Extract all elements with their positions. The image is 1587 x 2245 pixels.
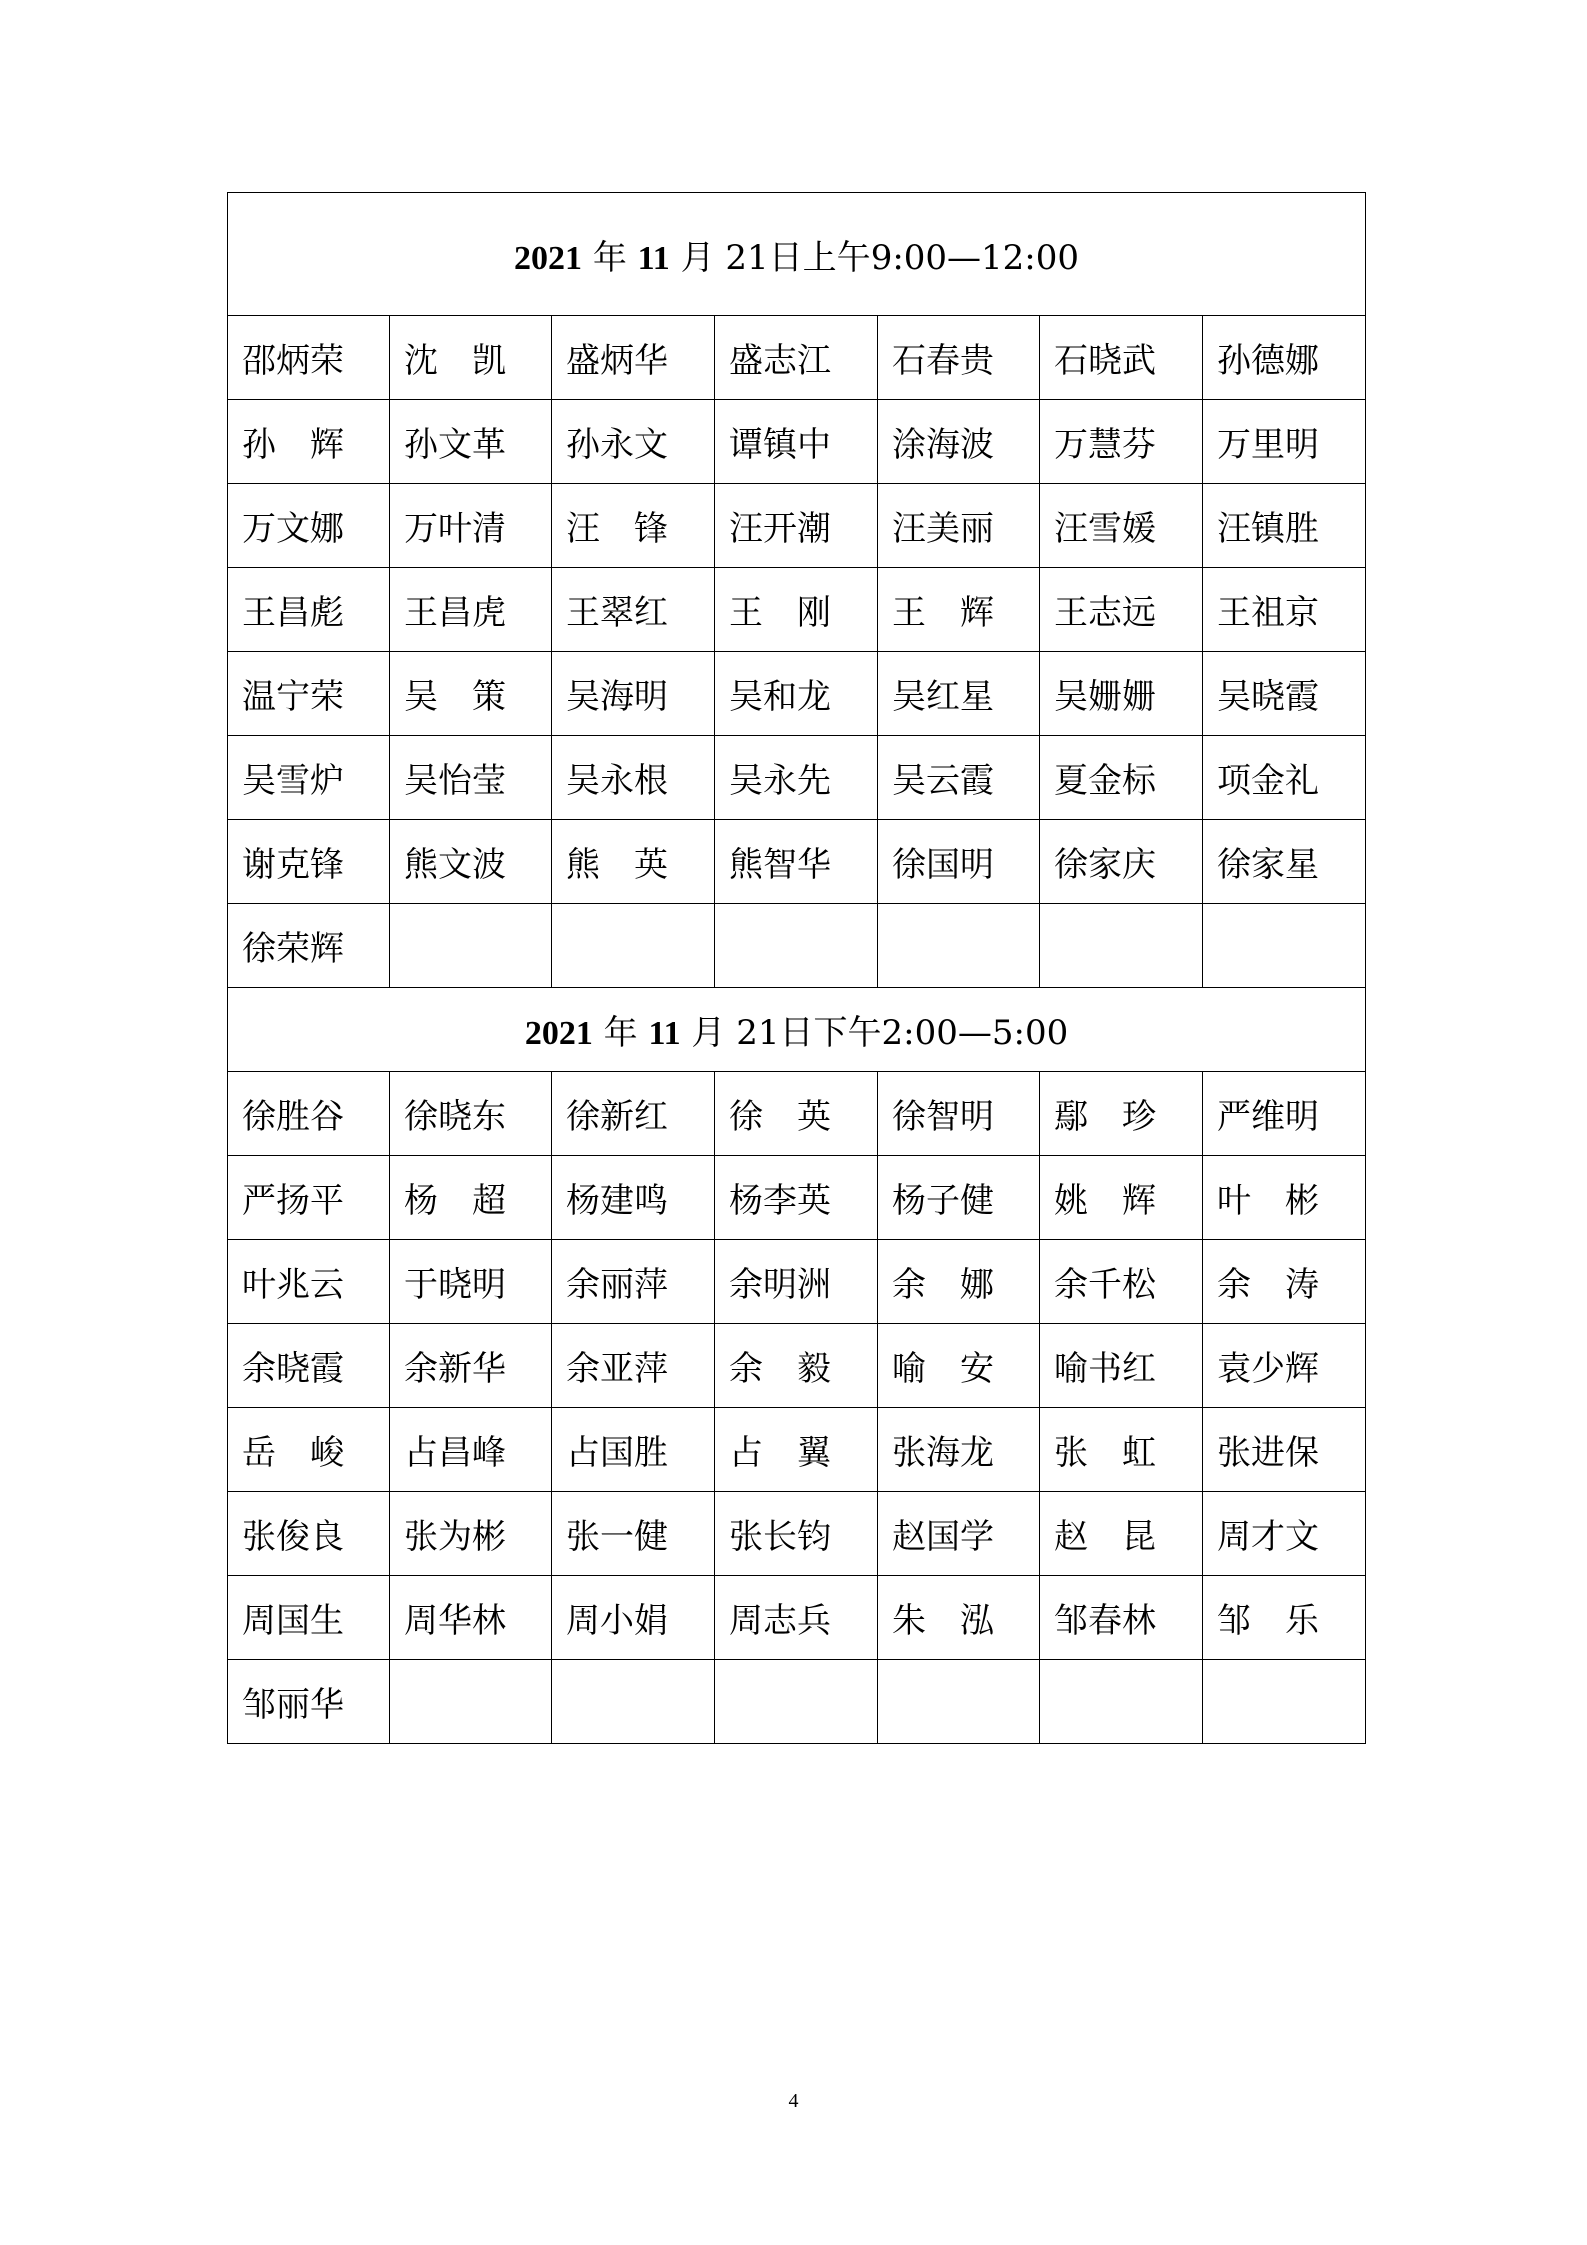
- name-cell: 喻书红: [1040, 1324, 1203, 1408]
- table-row: [228, 1240, 1366, 1324]
- name-cell: 汪美丽: [878, 484, 1040, 568]
- name-cell: [878, 1660, 1040, 1744]
- name-cell: 徐新红: [552, 1072, 715, 1156]
- schedule-body: [228, 193, 1366, 1744]
- name-cell: 袁少辉: [1203, 1324, 1366, 1408]
- name-cell: 杨子健: [878, 1156, 1040, 1240]
- name-cell: 张俊良: [228, 1492, 390, 1576]
- name-cell: 张一健: [552, 1492, 715, 1576]
- name-cell: 严维明: [1203, 1072, 1366, 1156]
- name-cell: 盛炳华: [552, 316, 715, 400]
- name-cell: 盛志江: [715, 316, 878, 400]
- name-cell: 姚 辉: [1040, 1156, 1203, 1240]
- heading-day: 21: [736, 1013, 780, 1053]
- table-row: [228, 568, 1366, 652]
- heading-d: 日下午: [779, 1013, 882, 1053]
- name-cell: 熊 英: [552, 820, 715, 904]
- heading-y: 年: [592, 237, 627, 278]
- name-cell: 徐 英: [715, 1072, 878, 1156]
- name-cell: 喻 安: [878, 1324, 1040, 1408]
- name-cell: [715, 904, 878, 988]
- name-cell: 岳 峻: [228, 1408, 390, 1492]
- name-cell: 徐家庆: [1040, 820, 1203, 904]
- name-cell: 徐胜谷: [228, 1072, 390, 1156]
- name-cell: 严扬平: [228, 1156, 390, 1240]
- heading-year: 2021: [514, 239, 583, 277]
- name-cell: 万文娜: [228, 484, 390, 568]
- table-row: [228, 820, 1366, 904]
- name-cell: 赵 昆: [1040, 1492, 1203, 1576]
- name-cell: 邹春林: [1040, 1576, 1203, 1660]
- name-cell: 叶兆云: [228, 1240, 390, 1324]
- name-cell: [715, 1660, 878, 1744]
- heading-time: 9:00—12:00: [870, 237, 1080, 278]
- name-cell: 邹丽华: [228, 1660, 390, 1744]
- table-row: [228, 1408, 1366, 1492]
- name-cell: 周志兵: [715, 1576, 878, 1660]
- name-cell: 谭镇中: [715, 400, 878, 484]
- name-cell: 石晓武: [1040, 316, 1203, 400]
- name-cell: 占 翼: [715, 1408, 878, 1492]
- name-cell: 余 涛: [1203, 1240, 1366, 1324]
- table-row: [228, 904, 1366, 988]
- name-cell: 温宁荣: [228, 652, 390, 736]
- name-cell: 汪雪媛: [1040, 484, 1203, 568]
- name-cell: 余 毅: [715, 1324, 878, 1408]
- name-cell: 孙 辉: [228, 400, 390, 484]
- name-cell: 张海龙: [878, 1408, 1040, 1492]
- table-row: [228, 1072, 1366, 1156]
- name-cell: 余千松: [1040, 1240, 1203, 1324]
- session-heading: [228, 193, 1366, 316]
- name-cell: 熊文波: [390, 820, 552, 904]
- heading-y: 年: [603, 1013, 638, 1053]
- name-cell: 孙德娜: [1203, 316, 1366, 400]
- name-cell: 熊智华: [715, 820, 878, 904]
- name-cell: 涂海波: [878, 400, 1040, 484]
- heading-day: 21: [725, 237, 769, 278]
- name-cell: 徐家星: [1203, 820, 1366, 904]
- name-cell: 王 刚: [715, 568, 878, 652]
- name-cell: 吴永根: [552, 736, 715, 820]
- name-cell: 邵炳荣: [228, 316, 390, 400]
- name-cell: 汪开潮: [715, 484, 878, 568]
- name-cell: 占昌峰: [390, 1408, 552, 1492]
- table-row: [228, 400, 1366, 484]
- table-row: [228, 1660, 1366, 1744]
- name-cell: 张进保: [1203, 1408, 1366, 1492]
- heading-month: 11: [637, 239, 670, 277]
- name-cell: 吴红星: [878, 652, 1040, 736]
- name-cell: 吴海明: [552, 652, 715, 736]
- name-cell: 谢克锋: [228, 820, 390, 904]
- name-cell: 余晓霞: [228, 1324, 390, 1408]
- name-cell: 鄢 珍: [1040, 1072, 1203, 1156]
- name-cell: 周小娟: [552, 1576, 715, 1660]
- name-cell: 万慧芬: [1040, 400, 1203, 484]
- table-row: [228, 1576, 1366, 1660]
- table-row: [228, 1324, 1366, 1408]
- name-cell: 王 辉: [878, 568, 1040, 652]
- name-cell: 余明洲: [715, 1240, 878, 1324]
- name-cell: 汪镇胜: [1203, 484, 1366, 568]
- name-cell: [1203, 1660, 1366, 1744]
- name-cell: 吴晓霞: [1203, 652, 1366, 736]
- name-cell: 吴云霞: [878, 736, 1040, 820]
- name-cell: 张为彬: [390, 1492, 552, 1576]
- name-cell: 吴 策: [390, 652, 552, 736]
- name-cell: 占国胜: [552, 1408, 715, 1492]
- heading-time: 2:00—5:00: [881, 1013, 1069, 1053]
- name-cell: [390, 1660, 552, 1744]
- name-cell: 张长钧: [715, 1492, 878, 1576]
- name-cell: 吴怡莹: [390, 736, 552, 820]
- name-cell: 吴雪炉: [228, 736, 390, 820]
- session-heading-row: [228, 988, 1366, 1072]
- table-row: [228, 1492, 1366, 1576]
- name-cell: 杨李英: [715, 1156, 878, 1240]
- heading-month: 11: [648, 1015, 681, 1052]
- name-cell: 余新华: [390, 1324, 552, 1408]
- name-cell: [390, 904, 552, 988]
- name-cell: 汪 锋: [552, 484, 715, 568]
- heading-m: 月: [680, 237, 715, 278]
- name-cell: [1040, 904, 1203, 988]
- name-cell: 周才文: [1203, 1492, 1366, 1576]
- name-cell: 万里明: [1203, 400, 1366, 484]
- name-cell: 叶 彬: [1203, 1156, 1366, 1240]
- name-cell: 周国生: [228, 1576, 390, 1660]
- heading-m: 月: [691, 1013, 726, 1053]
- name-cell: 石春贵: [878, 316, 1040, 400]
- name-cell: 夏金标: [1040, 736, 1203, 820]
- name-cell: 朱 泓: [878, 1576, 1040, 1660]
- table-row: [228, 484, 1366, 568]
- name-cell: 沈 凯: [390, 316, 552, 400]
- name-cell: 孙文革: [390, 400, 552, 484]
- session-heading-row: [228, 193, 1366, 316]
- name-cell: 王翠红: [552, 568, 715, 652]
- name-cell: 项金礼: [1203, 736, 1366, 820]
- heading-d: 日上午: [768, 237, 871, 278]
- name-cell: 孙永文: [552, 400, 715, 484]
- name-cell: 邹 乐: [1203, 1576, 1366, 1660]
- name-cell: 周华林: [390, 1576, 552, 1660]
- table-row: [228, 652, 1366, 736]
- name-cell: 赵国学: [878, 1492, 1040, 1576]
- name-cell: 吴永先: [715, 736, 878, 820]
- name-cell: [878, 904, 1040, 988]
- session-heading: [228, 988, 1366, 1072]
- name-cell: 徐智明: [878, 1072, 1040, 1156]
- name-cell: 余 娜: [878, 1240, 1040, 1324]
- name-cell: 王昌虎: [390, 568, 552, 652]
- page-number: 4: [788, 2090, 799, 2112]
- name-cell: [552, 1660, 715, 1744]
- heading-year: 2021: [524, 1015, 593, 1052]
- table-row: [228, 316, 1366, 400]
- name-cell: 杨 超: [390, 1156, 552, 1240]
- schedule-table: [227, 192, 1366, 1744]
- name-cell: 徐晓东: [390, 1072, 552, 1156]
- name-cell: 徐国明: [878, 820, 1040, 904]
- table-row: [228, 736, 1366, 820]
- name-cell: 王祖京: [1203, 568, 1366, 652]
- name-cell: 王志远: [1040, 568, 1203, 652]
- name-cell: [1203, 904, 1366, 988]
- name-cell: 王昌彪: [228, 568, 390, 652]
- name-cell: 徐荣辉: [228, 904, 390, 988]
- name-cell: 杨建鸣: [552, 1156, 715, 1240]
- name-cell: [1040, 1660, 1203, 1744]
- name-cell: 万叶清: [390, 484, 552, 568]
- table-row: [228, 1156, 1366, 1240]
- name-cell: 吴和龙: [715, 652, 878, 736]
- name-cell: [552, 904, 715, 988]
- name-cell: 余亚萍: [552, 1324, 715, 1408]
- name-cell: 吴姗姗: [1040, 652, 1203, 736]
- name-cell: 余丽萍: [552, 1240, 715, 1324]
- name-cell: 于晓明: [390, 1240, 552, 1324]
- name-cell: 张 虹: [1040, 1408, 1203, 1492]
